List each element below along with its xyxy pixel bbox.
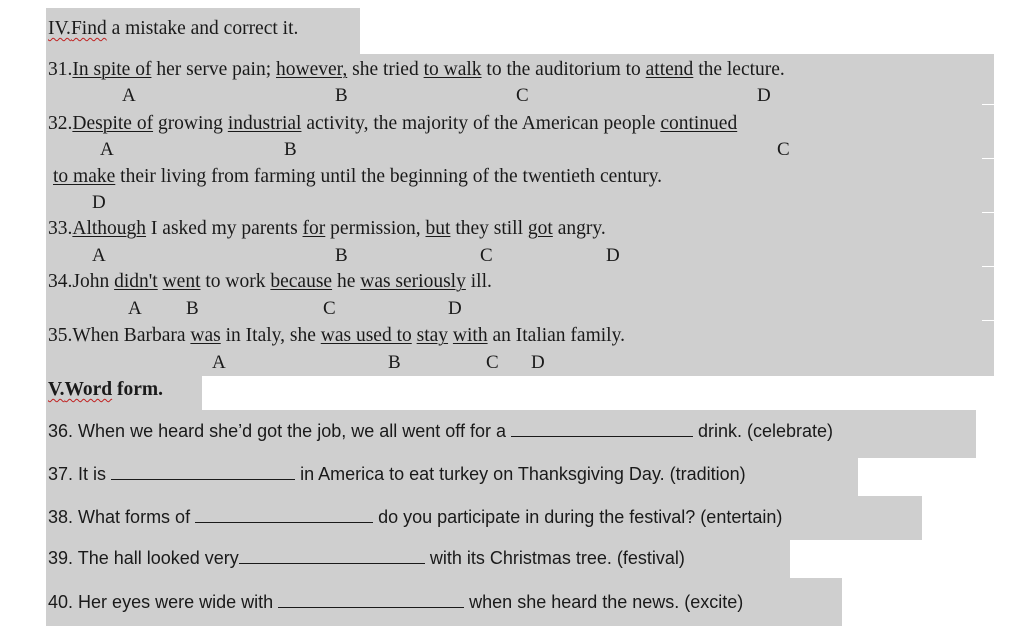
question-text: to work: [200, 271, 271, 292]
option-a-phrase: Despite of: [72, 113, 154, 134]
question-number: 36.: [48, 421, 74, 441]
option-letter-d: D: [606, 245, 620, 266]
option-letter-b: B: [335, 85, 348, 106]
option-b-phrase: was used to: [320, 325, 412, 346]
question-text: activity, the majority of the American people: [301, 113, 661, 134]
answer-blank[interactable]: [278, 593, 464, 608]
question-text: When Barbara: [72, 325, 191, 346]
question-text: I asked my parents: [146, 218, 303, 239]
option-letter-a: A: [128, 298, 142, 319]
question-text: in Italy, she: [220, 325, 321, 346]
divider: [982, 320, 996, 321]
question-text: angry.: [552, 218, 606, 239]
option-letter-d: D: [757, 85, 771, 106]
option-c-phrase: but: [425, 218, 451, 239]
option-d-phrase: got: [527, 218, 553, 239]
option-d-phrase: attend: [645, 59, 694, 80]
option-b-phrase: industrial: [227, 113, 302, 134]
question-33: [48, 218, 606, 240]
question-text: What forms of: [78, 507, 191, 527]
option-letter-c: C: [516, 85, 529, 106]
question-32: [48, 113, 737, 135]
question-text: she tried: [347, 59, 424, 80]
option-d-phrase: with: [452, 325, 488, 346]
option-b-phrase: went: [162, 271, 201, 292]
option-letter-c: C: [486, 352, 499, 373]
option-b-phrase: however,: [276, 59, 348, 80]
option-d-phrase: was seriously: [360, 271, 466, 292]
option-letter-b: B: [284, 139, 297, 160]
option-letter-c: C: [777, 139, 790, 160]
section-4-title-rest: a mistake and correct it.: [106, 18, 299, 39]
question-number: 34.: [48, 271, 73, 292]
question-31: [48, 59, 785, 81]
option-a-phrase: Although: [72, 218, 147, 239]
question-text: Her eyes were wide with: [78, 592, 274, 612]
question-number: 38.: [48, 507, 74, 527]
question-text: The hall looked very: [77, 548, 239, 568]
section-5-numeral: V.: [48, 379, 65, 400]
section-4-numeral: IV.: [48, 18, 71, 39]
question-text: permission,: [325, 218, 426, 239]
question-text: John: [72, 271, 115, 292]
section-4-title-word: Find: [70, 18, 107, 39]
question-text: with its Christmas tree. (festival): [429, 548, 685, 568]
question-text: their living from farming until the beginning of the twentieth century.: [115, 166, 663, 187]
question-number: 32.: [48, 113, 73, 134]
question-35: [48, 325, 625, 347]
option-a-phrase: was: [190, 325, 221, 346]
question-number: 31.: [48, 59, 73, 80]
answer-blank[interactable]: [111, 465, 295, 480]
question-text: to the auditorium to: [481, 59, 646, 80]
section-5-heading: [48, 379, 163, 401]
option-b-phrase: for: [302, 218, 326, 239]
option-a-phrase: didn't: [114, 271, 158, 292]
option-letter-b: B: [186, 298, 199, 319]
option-letter-a: A: [212, 352, 226, 373]
question-text: When we heard she’d got the job, we all went off for a: [78, 421, 506, 441]
question-number: 33.: [48, 218, 73, 239]
question-text: an Italian family.: [487, 325, 625, 346]
question-text: ill.: [465, 271, 492, 292]
question-number: 35.: [48, 325, 73, 346]
answer-blank[interactable]: [511, 422, 693, 437]
question-34: [48, 271, 492, 293]
question-number: 37.: [48, 464, 74, 484]
question-text: he: [332, 271, 361, 292]
option-letter-a: A: [92, 245, 106, 266]
option-letter-a: A: [100, 139, 114, 160]
option-letter-b: B: [388, 352, 401, 373]
divider: [982, 158, 996, 159]
option-letter-d: D: [531, 352, 545, 373]
section-5-title-word: Word: [64, 379, 113, 400]
option-letter-b: B: [335, 245, 348, 266]
question-37: [48, 463, 746, 485]
question-text: in America to eat turkey on Thanksgiving Day. (tradition): [300, 464, 746, 484]
option-c-phrase: because: [270, 271, 333, 292]
option-c-phrase: to walk: [423, 59, 482, 80]
question-text: her serve pain;: [151, 59, 276, 80]
section-4-heading: [48, 18, 298, 40]
question-number: 39.: [48, 548, 74, 568]
question-number: 40.: [48, 592, 74, 612]
divider: [982, 212, 996, 213]
question-text: the lecture.: [693, 59, 785, 80]
divider: [982, 104, 996, 105]
option-d-phrase: to make: [53, 166, 116, 187]
question-40: [48, 591, 743, 613]
question-32-continued: [53, 166, 662, 188]
divider: [982, 266, 996, 267]
question-text: they still: [450, 218, 528, 239]
question-text: growing: [153, 113, 228, 134]
question-text: It is: [78, 464, 107, 484]
option-letter-d: D: [92, 192, 106, 213]
option-a-phrase: In spite of: [72, 59, 152, 80]
option-letter-c: C: [480, 245, 493, 266]
option-letter-a: A: [122, 85, 136, 106]
question-text: do you participate in during the festival? (entertain): [378, 507, 783, 527]
question-text: when she heard the news. (excite): [469, 592, 744, 612]
option-c-phrase: continued: [660, 113, 738, 134]
option-c-phrase: stay: [416, 325, 449, 346]
question-text: drink. (celebrate): [698, 421, 834, 441]
question-38: [48, 506, 782, 528]
question-36: [48, 420, 833, 442]
question-39: [48, 547, 685, 569]
section-5-title-rest: form.: [112, 379, 164, 400]
option-letter-d: D: [448, 298, 462, 319]
answer-blank[interactable]: [195, 508, 373, 523]
answer-blank[interactable]: [239, 549, 425, 564]
option-letter-c: C: [323, 298, 336, 319]
